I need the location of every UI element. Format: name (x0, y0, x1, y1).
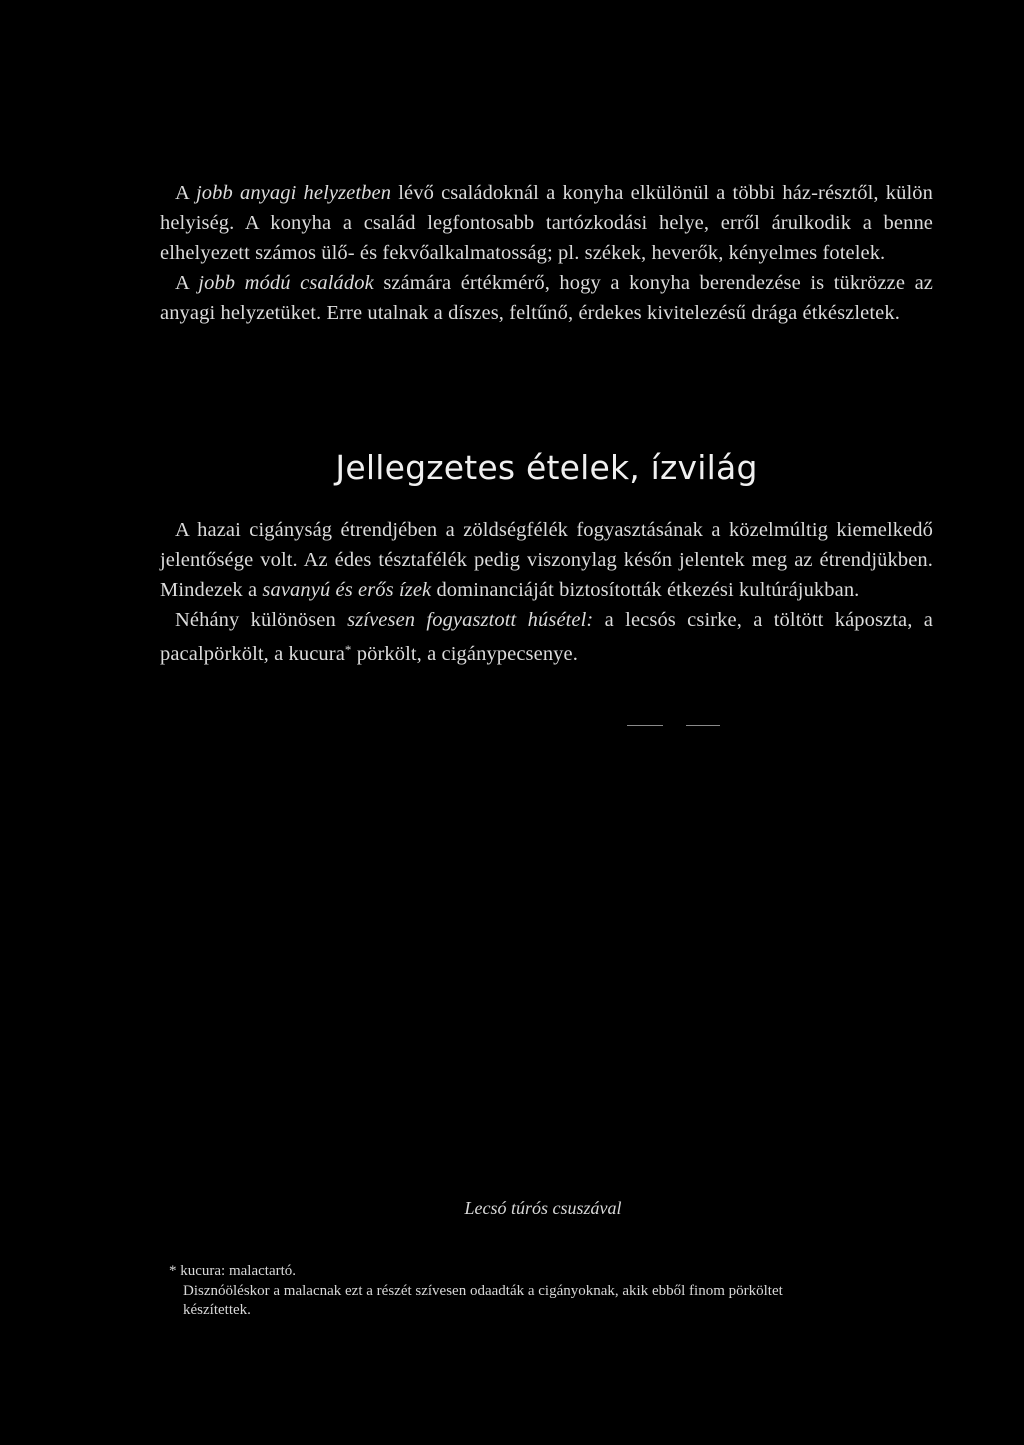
section-text (160, 515, 933, 669)
footnote-explanation-end: készítettek. (183, 1302, 251, 1318)
paragraph-kitchen-furnishing: A jobb módú családok számára értékmérő, hogy a konyha berendezése is tükrözze az anyagi helyzetüket. Erre utalnak a díszes, feltűnő, érdekes kivitelezésű drága étkészletek. (160, 272, 933, 324)
paragraph-meat-dishes: Néhány különösen szívesen fogyasztott húsétel: a lecsós csirke, a töltött káposzta, a pacalpörkölt, a kucura* pörkölt, a cigánypecsenye. (160, 609, 933, 665)
photo-caption: Lecsó túrós csuszával (464, 1198, 622, 1218)
divider-line-left (627, 725, 663, 726)
footnote-explanation: Disznóöléskor a malacnak ezt a részét szívesen odaadták a cigányoknak, akik ebből finom pörköltet (183, 1282, 783, 1299)
section-heading: Jellegzetes ételek, ízvilág (335, 448, 758, 487)
footnote (165, 1262, 945, 1321)
footnote-marker: * (344, 642, 352, 657)
paragraph-kitchen-separate: A jobb anyagi helyzetben lévő családoknál a konyha elkülönül a többi ház-résztől, külön helyiség. A konyha a család legfontosabb tartózkodási helye, erről árulkodik a benne elhelyezett számos ülő- és fekvőalkalmatosság; pl. székek, heverők, kényelmes fotelek. (160, 182, 933, 264)
paragraph-diet: A hazai cigányság étrendjében a zöldségfélék fogyasztásának a közelmúltig kiemelkedő jelentősége volt. Az édes tésztafélék pedig viszonylag későn jelentek meg az étrendjükben. Mindezek a savanyú és erős ízek dominanciáját biztosították étkezési kultúrájukban. (160, 519, 933, 601)
divider-line-right (686, 725, 720, 726)
footnote-term: * kucura: malactartó. (169, 1263, 297, 1279)
intro-text (160, 178, 933, 328)
